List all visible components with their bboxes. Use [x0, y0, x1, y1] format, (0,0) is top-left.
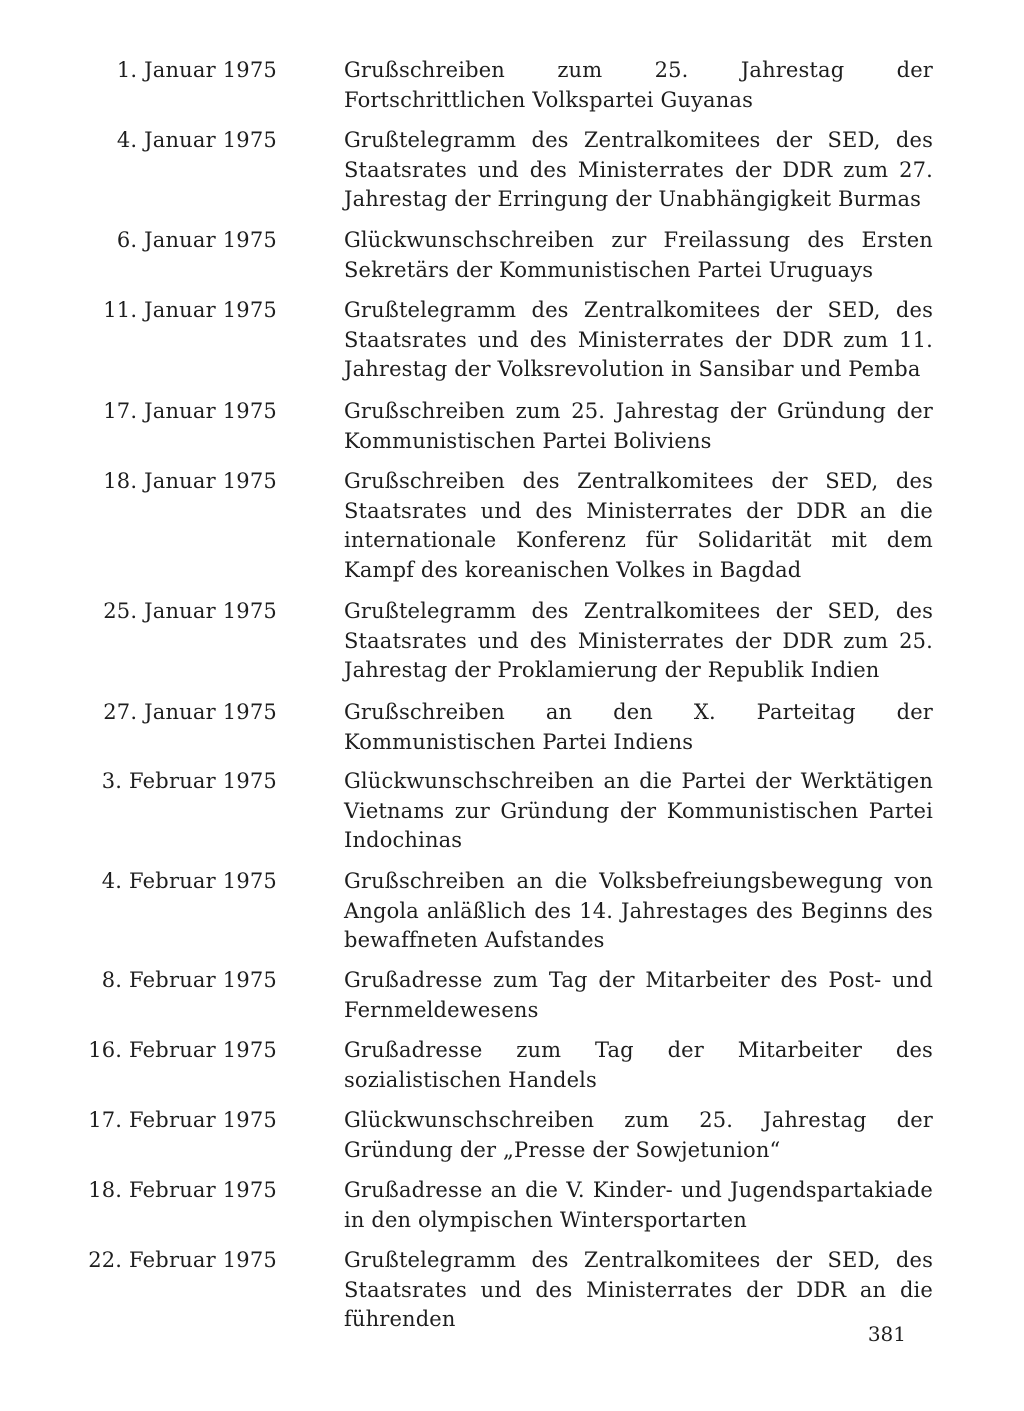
entry-text: Grußtelegramm des Zentralkomitees der SED, des Staatsrates und des Ministerrates der DDR zum 25. Jahrestag der Proklamierung der Republik Indien [344, 599, 933, 682]
entry-text: Glückwunschschreiben an die Partei der Werktätigen Vietnams zur Gründung der Kommunistischen Partei Indochinas [344, 769, 933, 852]
entry-text: Grußtelegramm des Zentralkomitees der SED, des Staatsrates und des Ministerrates der DDR zum 11. Jahrestag der Volksrevolution in Sansibar und Pemba [344, 298, 933, 381]
entry-text: Grußschreiben zum 25. Jahrestag der Fortschrittlichen Volkspartei Guyanas [344, 58, 933, 112]
entry-date: 8. Februar 1975 [101, 968, 277, 992]
entry-text: Grußschreiben zum 25. Jahrestag der Gründung der Kommunistischen Partei Boliviens [344, 399, 933, 453]
entry-date: 4. Januar 1975 [116, 128, 277, 152]
entry-text: Grußschreiben an die Volksbefreiungsbewegung von Angola anläßlich des 14. Jahrestages des Beginns des bewaffneten Aufstandes [344, 869, 933, 952]
entry-date: 16. Februar 1975 [88, 1038, 277, 1062]
page-number: 381 [867, 1322, 906, 1346]
entry-date: 17. Februar 1975 [88, 1108, 277, 1132]
entry-date: 22. Februar 1975 [88, 1248, 277, 1272]
entry-text: Grußschreiben des Zentralkomitees der SED, des Staatsrates und des Ministerrates der DDR an die internationale Konferenz für Solidarität mit dem Kampf des koreanischen Volkes in Bagdad [344, 469, 933, 582]
entry-date: 4. Februar 1975 [101, 869, 277, 893]
entry-text: Grußadresse zum Tag der Mitarbeiter des Post- und Fernmeldewesens [344, 968, 933, 1022]
entry-text: Glückwunschschreiben zur Freilassung des Ersten Sekretärs der Kommunistischen Partei Uruguays [344, 228, 933, 282]
entry-date: 3. Februar 1975 [101, 769, 277, 793]
entry-date: 27. Januar 1975 [103, 700, 277, 724]
entry-date: 18. Januar 1975 [103, 469, 277, 493]
entry-text: Grußschreiben an den X. Parteitag der Kommunistischen Partei Indiens [344, 700, 933, 754]
entry-text: Grußadresse zum Tag der Mitarbeiter des sozialistischen Handels [344, 1038, 933, 1092]
entry-date: 25. Januar 1975 [103, 599, 277, 623]
entry-date: 17. Januar 1975 [103, 399, 277, 423]
entry-date: 11. Januar 1975 [103, 298, 277, 322]
entry-text: Grußtelegramm des Zentralkomitees der SED, des Staatsrates und des Ministerrates der DDR zum 27. Jahrestag der Erringung der Unabhängigkeit Burmas [344, 128, 933, 211]
entry-date: 6. Januar 1975 [116, 228, 277, 252]
entry-text: Glückwunschschreiben zum 25. Jahrestag der Gründung der „Presse der Sowjetunion“ [344, 1108, 933, 1162]
entry-date: 18. Februar 1975 [88, 1178, 277, 1202]
entry-text: Grußadresse an die V. Kinder- und Jugendspartakiade in den olympischen Wintersportarten [344, 1178, 933, 1232]
entry-text: Grußtelegramm des Zentralkomitees der SED, des Staatsrates und des Ministerrates der DDR an die führenden [344, 1248, 933, 1331]
entry-date: 1. Januar 1975 [116, 58, 277, 82]
